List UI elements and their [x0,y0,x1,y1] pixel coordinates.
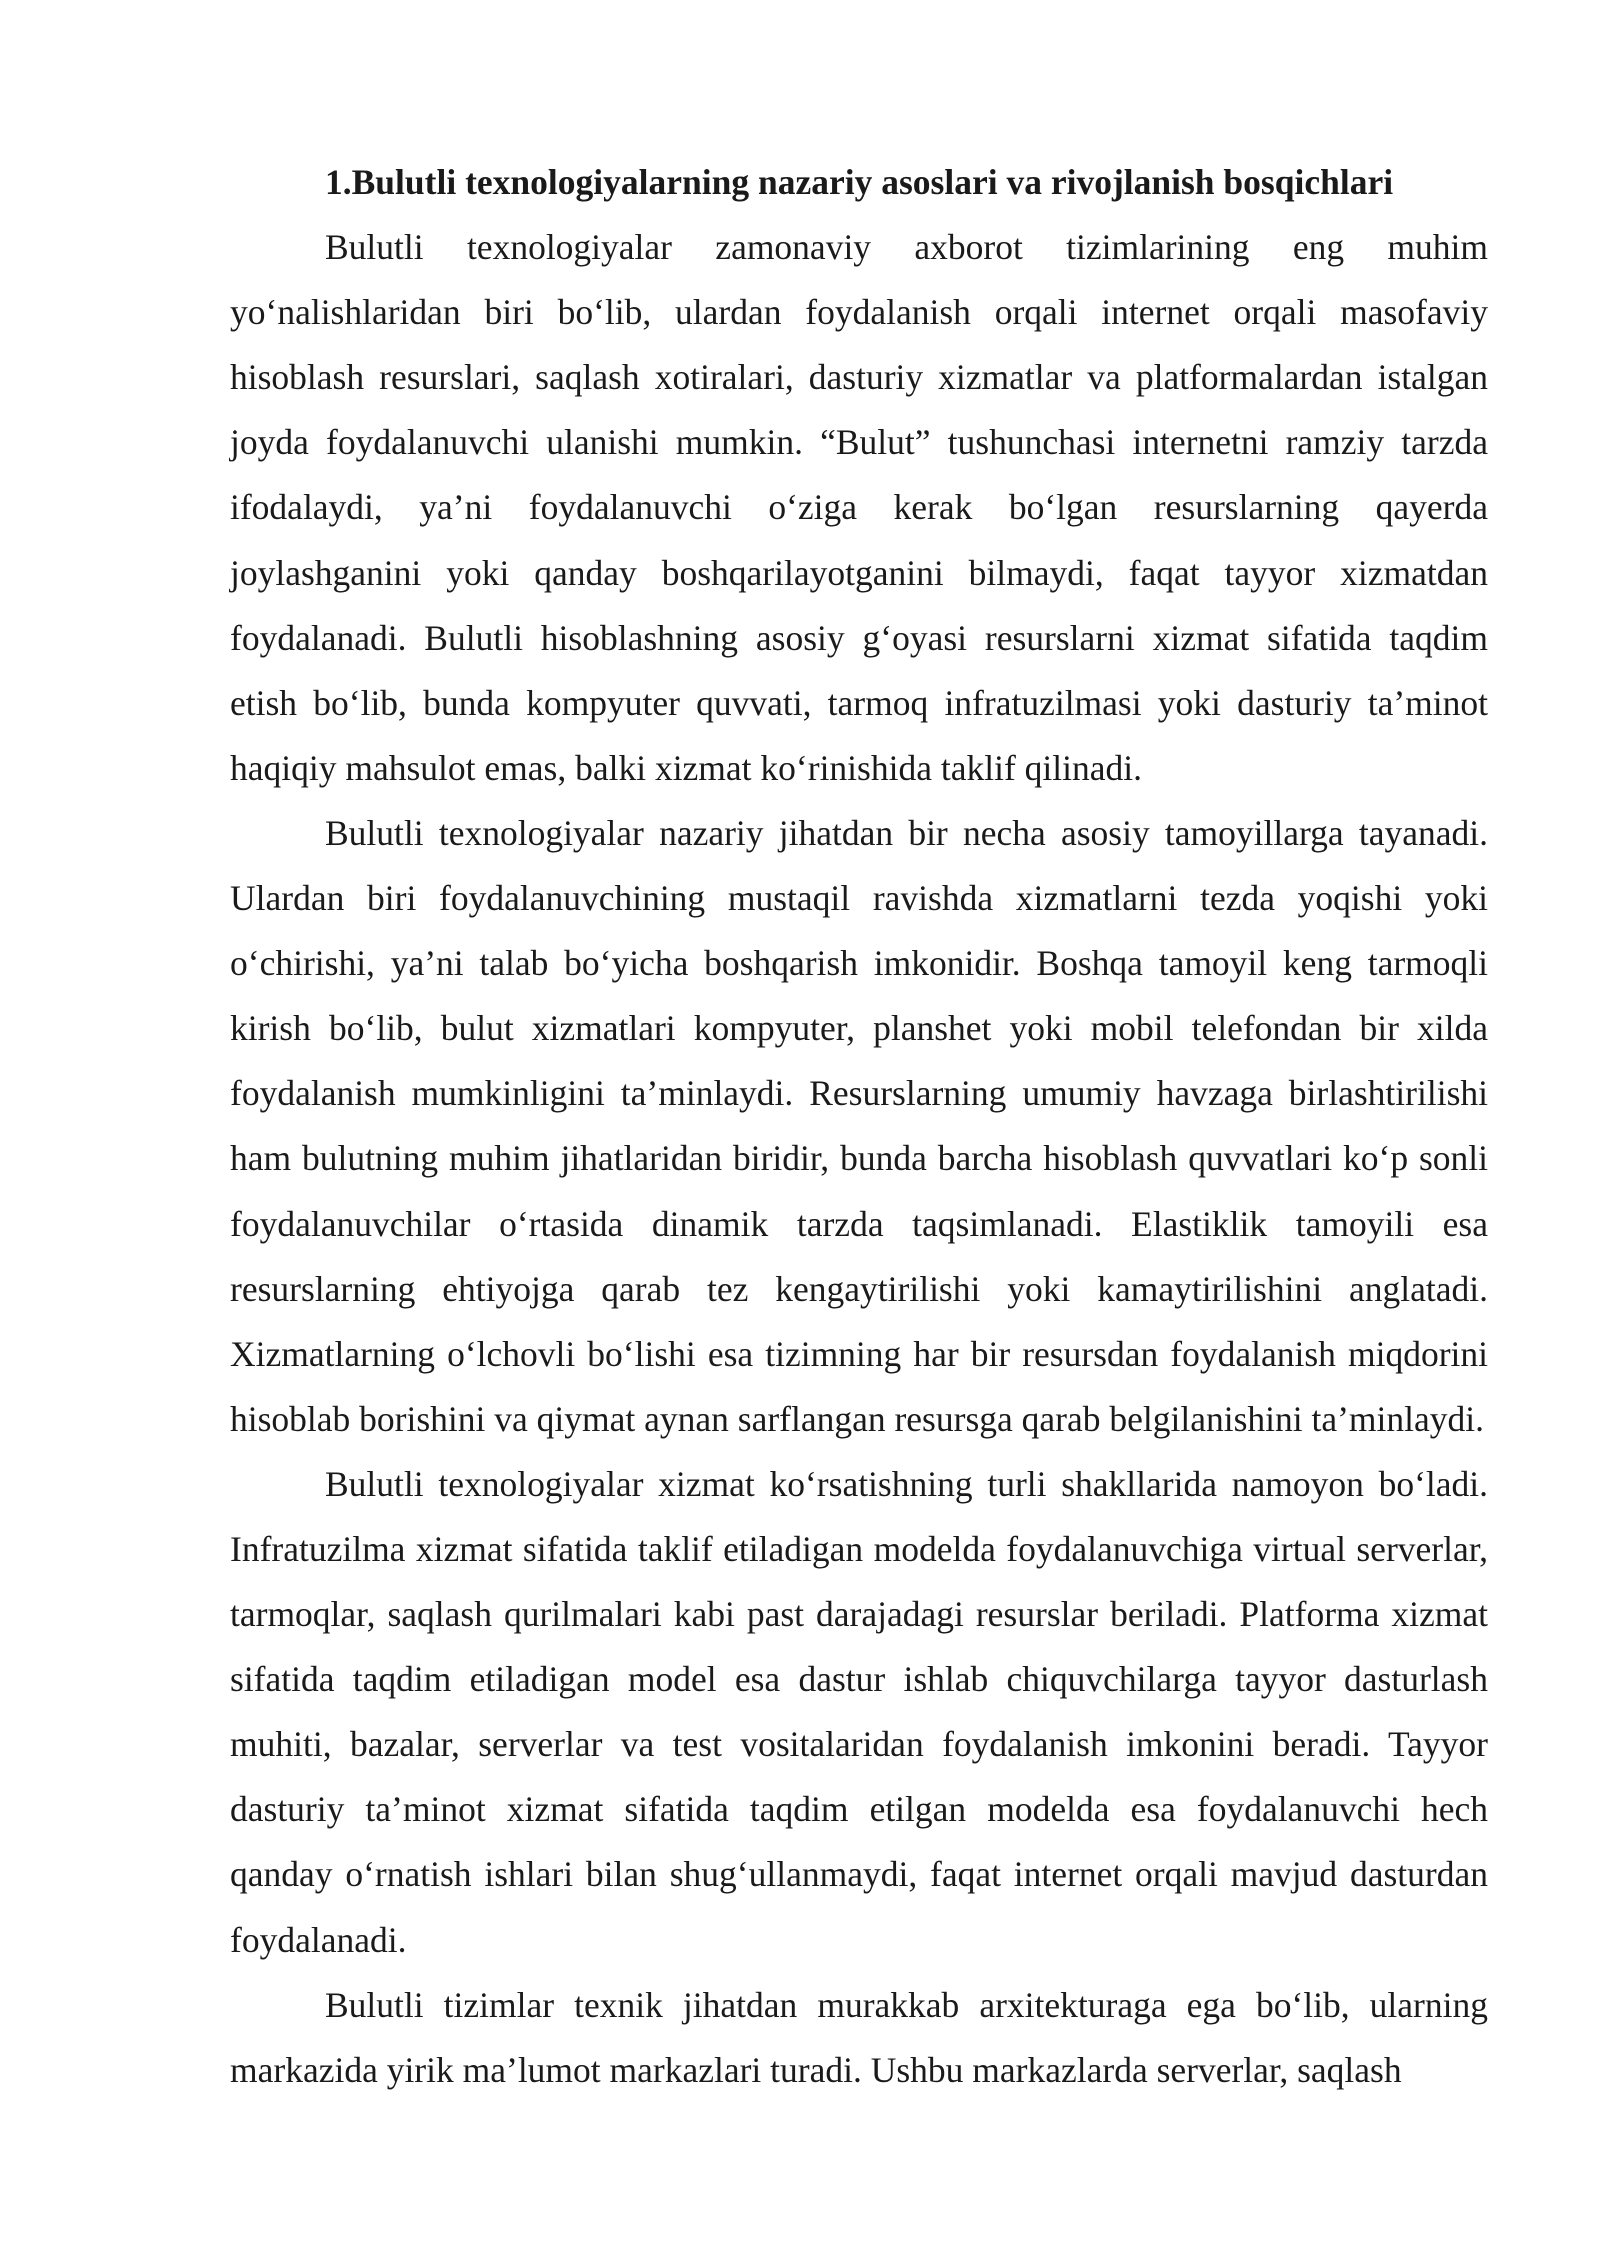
page-content [230,150,1488,2103]
paragraph-4: Bulutli tizimlar texnik jihatdan murakkab arxitekturaga ega bo‘lib, ularning markazida yirik ma’lumot markazlari turadi. Ushbu markazlarda serverlar, saqlash [230,1984,1488,2090]
paragraph-1: Bulutli texnologiyalar zamonaviy axborot tizimlarining eng muhim yo‘nalishlaridan biri bo‘lib, ulardan foydalanish orqali internet orqali masofaviy hisoblash resurslari, saqlash xotiralari, dasturiy xizmatlar va platformalardan istalgan joyda foydalanuvchi ulanishi mumkin. “Bulut” tushunchasi internetni ramziy tarzda ifodalaydi, ya’ni foydalanuvchi o‘ziga kerak bo‘lgan resurslarning qayerda joylashganini yoki qanday boshqarilayotganini bilmaydi, faqat tayyor xizmatdan foydalanadi. Bulutli hisoblashning asosiy g‘oyasi resurslarni xizmat sifatida taqdim etish bo‘lib, bunda kompyuter quvvati, tarmoq infratuzilmasi yoki dasturiy ta’minot haqiqiy mahsulot emas, balki xizmat ko‘rinishida taklif qilinadi. [230,227,1488,788]
paragraph-2: Bulutli texnologiyalar nazariy jihatdan bir necha asosiy tamoyillarga tayanadi. Ulardan biri foydalanuvchining mustaqil ravishda xizmatlarni tezda yoqishi yoki o‘chirishi, ya’ni talab bo‘yicha boshqarish imkonidir. Boshqa tamoyil keng tarmoqli kirish bo‘lib, bulut xizmatlari kompyuter, planshet yoki mobil telefondan bir xilda foydalanish mumkinligini ta’minlaydi. Resurslarning umumiy havzaga birlashtirilishi ham bulutning muhim jihatlaridan biridir, bunda barcha hisoblash quvvatlari ko‘p sonli foydalanuvchilar o‘rtasida dinamik tarzda taqsimlanadi. Elastiklik tamoyili esa resurslarning ehtiyojga qarab tez kengaytirilishi yoki kamaytirilishini anglatadi. Xizmatlarning o‘lchovli bo‘lishi esa tizimning har bir resursdan foydalanish miqdorini hisoblab borishini va qiymat aynan sarflangan resursga qarab belgilanishini ta’minlaydi. [230,812,1488,1439]
section-heading: 1.Bulutli texnologiyalarning nazariy asoslari va rivojlanish bosqichlari [325,162,1394,202]
paragraph-3: Bulutli texnologiyalar xizmat ko‘rsatishning turli shakllarida namoyon bo‘ladi. Infratuzilma xizmat sifatida taklif etiladigan modelda foydalanuvchiga virtual serverlar, tarmoqlar, saqlash qurilmalari kabi past darajadagi resurslar beriladi. Platforma xizmat sifatida taqdim etiladigan model esa dastur ishlab chiquvchilarga tayyor dasturlash muhiti, bazalar, serverlar va test vositalaridan foydalanish imkonini beradi. Tayyor dasturiy ta’minot xizmat sifatida taqdim etilgan modelda esa foydalanuvchi hech qanday o‘rnatish ishlari bilan shug‘ullanmaydi, faqat internet orqali mavjud dasturdan foydalanadi. [230,1463,1488,1960]
